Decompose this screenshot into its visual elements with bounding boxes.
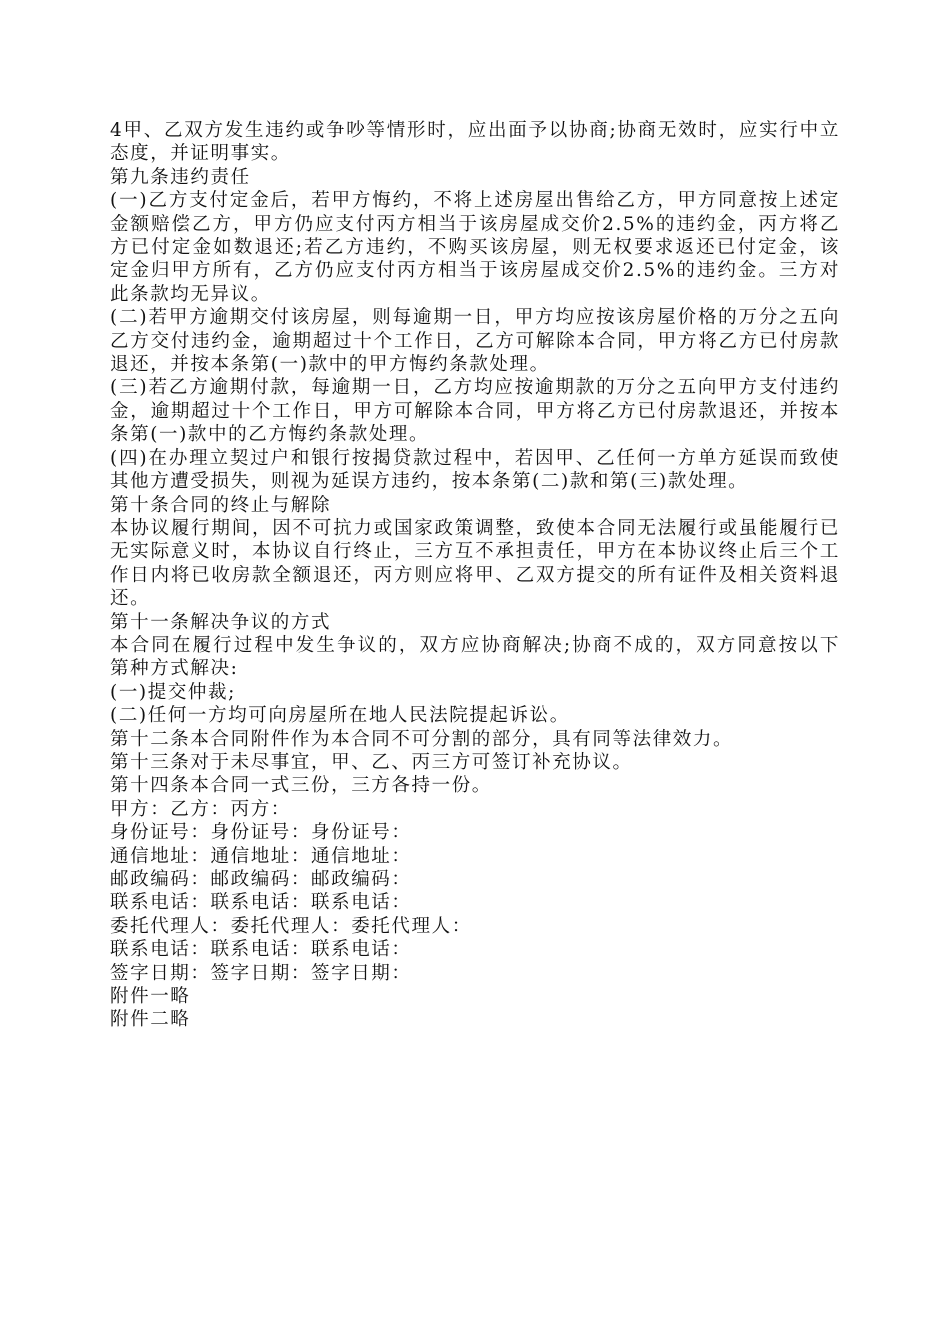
signature-agent-phones: 联系电话：联系电话：联系电话： — [110, 939, 412, 961]
article-11-body: 本合同在履行过程中发生争议的，双方应协商解决;协商不成的，双方同意按以下第种方式解决: — [110, 634, 840, 680]
article-14: 第十四条本合同一式三份，三方各持一份。 — [110, 775, 492, 797]
signature-parties: 甲方：乙方：丙方： — [110, 798, 291, 820]
signature-postcodes: 邮政编码：邮政编码：邮政编码： — [110, 869, 412, 890]
signature-dates: 签字日期：签字日期：签字日期： — [110, 962, 412, 984]
clause-8-item-4: 4甲、乙双方发生违约或争吵等情形时，应出面予以协商;协商无效时，应实行中立态度，并证明事实。 — [110, 120, 840, 165]
signature-agents: 委托代理人：委托代理人：委托代理人： — [110, 915, 472, 937]
signature-phones: 联系电话：联系电话：联系电话： — [110, 892, 412, 914]
signature-id-numbers: 身份证号：身份证号：身份证号： — [110, 822, 412, 844]
attachment-2: 附件二略 — [110, 1009, 191, 1031]
article-9-item-1: (一)乙方支付定金后，若甲方悔约，不将上述房屋出售给乙方，甲方同意按上述定金额赔偿乙方，甲方仍应支付丙方相当于该房屋成交价2.5%的违约金，丙方将乙方已付定金如数退还;若乙方违约，不购买该房屋，则无权要求返还已付定金，该定金归甲方所有，乙方仍应支付丙方相当于该房屋成交价2.5%的违约金。三方对此条款均无异议。 — [110, 190, 840, 305]
article-9-heading: 第九条违约责任 — [110, 166, 251, 188]
article-9-item-3: (三)若乙方逾期付款，每逾期一日，乙方均应按逾期款的万分之五向甲方支付违约金，逾期超过十个工作日，甲方可解除本合同，甲方将乙方已付房款退还，并按本条第(一)款中的乙方悔约条款处理。 — [110, 377, 840, 446]
article-11-heading: 第十一条解决争议的方式 — [110, 611, 332, 633]
article-11-option-1: (一)提交仲裁; — [110, 681, 236, 703]
signature-addresses: 通信地址：通信地址：通信地址： — [110, 845, 412, 867]
article-11-option-2: (二)任何一方均可向房屋所在地人民法院提起诉讼。 — [110, 705, 570, 727]
article-9-item-4: (四)在办理立契过户和银行按揭贷款过程中，若因甲、乙任何一方单方延误而致使其他方遭受损失，则视为延误方违约，按本条第(二)款和第(三)款处理。 — [110, 447, 840, 493]
article-9-item-2: (二)若甲方逾期交付该房屋，则每逾期一日，甲方均应按该房屋价格的万分之五向乙方交付违约金，逾期超过十个工作日，乙方可解除本合同，甲方将乙方已付房款退还，并按本条第(一)款中的甲方悔约条款处理。 — [110, 307, 840, 376]
article-12: 第十二条本合同附件作为本合同不可分割的部分，具有同等法律效力。 — [110, 728, 734, 750]
article-10-body: 本协议履行期间，因不可抗力或国家政策调整，致使本合同无法履行或虽能履行已无实际意义时，本协议自行终止，三方互不承担责任，甲方在本协议终止后三个工作日内将已收房款全额退还，丙方则应将甲、乙双方提交的所有证件及相关资料退还。 — [110, 517, 840, 610]
document-body — [110, 119, 840, 1032]
article-10-heading: 第十条合同的终止与解除 — [110, 494, 332, 516]
article-13: 第十三条对于未尽事宜，甲、乙、丙三方可签订补充协议。 — [110, 751, 633, 773]
attachment-1: 附件一略 — [110, 986, 191, 1008]
